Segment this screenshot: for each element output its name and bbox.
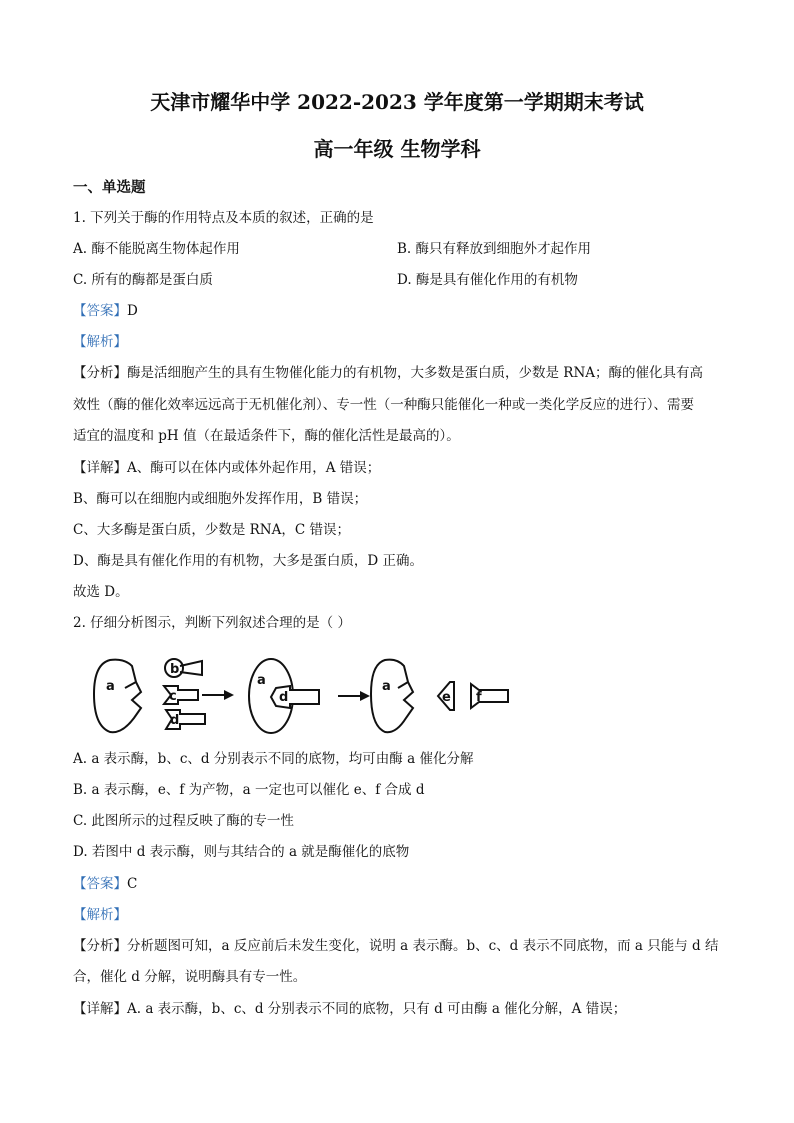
answer-value: C [127,876,138,892]
fenxi-tag: 【分析】 [73,365,127,381]
q2-option-b: B. a 表示酶，e、f 为产物，a 一定也可以催化 e、f 合成 d [73,782,425,798]
q1-xiangjie-3: C、大多酶是蛋白质，少数是 RNA，C 错误； [73,522,350,538]
q1-conclusion: 故选 D。 [73,584,129,600]
document-subtitle: 高一年级 生物学科 [313,137,481,161]
fenxi-text: 酶是活细胞产生的具有生物催化能力的有机物，大多数是蛋白质，少数是 RNA；酶的催化具有高 [127,365,704,381]
label-b: b [170,662,180,677]
label-a-left: a [106,679,115,694]
answer-tag: 【答案】 [73,876,127,892]
label-c: c [169,689,177,704]
label-a-middle: a [257,673,266,688]
q1-fenxi-1 [73,367,703,381]
enzyme-a-right-shape [371,660,413,733]
q1-option-a: A. 酶不能脱离生物体起作用 [73,241,240,257]
q2-answer [73,878,137,892]
label-f: f [476,690,482,705]
xiangjie-text: A. a 表示酶，b、c、d 分别表示不同的底物，只有 d 可由酶 a 催化分解，A 错误； [127,1001,627,1017]
q1-options-row2 [73,274,723,288]
q1-fenxi-3: 适宜的温度和 pH 值（在最适条件下，酶的催化活性是最高的）。 [73,428,460,444]
q2-stem: 2. 仔细分析图示，判断下列叙述合理的是（ ） [73,615,351,631]
q1-fenxi-2: 效性（酶的催化效率远远高于无机催化剂）、专一性（一种酶只能催化一种或一类化学反应的进行）、需要 [73,397,694,413]
q2-option-c: C. 此图所示的过程反映了酶的专一性 [73,813,294,829]
q1-option-d: D. 酶是具有催化作用的有机物 [397,272,578,288]
fenxi-text: 分析题图可知，a 反应前后未发生变化，说明 a 表示酶。b、c、d 表示不同底物，而 a 只能与 d 结 [127,938,719,954]
label-a-right: a [382,679,391,694]
enzyme-diagram [88,652,518,740]
q1-option-b: B. 酶只有释放到细胞外才起作用 [397,241,592,257]
q1-options-row1 [73,243,723,257]
fenxi-tag: 【分析】 [73,938,127,954]
label-d: d [170,713,180,728]
label-d-middle: d [279,690,289,705]
q2-option-a: A. a 表示酶，b、c、d 分别表示不同的底物，均可由酶 a 催化分解 [73,751,474,767]
xiangjie-tag: 【详解】 [73,460,127,476]
q1-xiangjie-4: D、酶是具有催化作用的有机物，大多是蛋白质，D 正确。 [73,553,423,569]
answer-tag: 【答案】 [73,303,127,319]
xiangjie-tag: 【详解】 [73,1001,127,1017]
q1-stem: 1. 下列关于酶的作用特点及本质的叙述，正确的是 [73,210,374,226]
q1-xiangjie-1 [73,462,380,476]
section-heading: 一、单选题 [73,179,146,196]
q2-option-d: D. 若图中 d 表示酶，则与其结合的 a 就是酶催化的底物 [73,844,410,860]
q1-analysis-tag: 【解析】 [73,334,127,350]
answer-value: D [127,303,138,319]
q1-option-c: C. 所有的酶都是蛋白质 [73,272,213,288]
label-e: e [442,690,451,705]
q2-fenxi-1 [73,940,718,954]
q1-answer [73,305,138,319]
document-title: 天津市耀华中学 2022-2023 学年度第一学期期末考试 [150,90,644,114]
q1-xiangjie-2: B、酶可以在细胞内或细胞外发挥作用，B 错误； [73,491,368,507]
enzyme-a-shape [94,660,141,733]
q2-xiangjie-1 [73,1003,626,1017]
q2-fenxi-2: 合，催化 d 分解，说明酶具有专一性。 [73,969,307,985]
q2-analysis-tag: 【解析】 [73,907,127,923]
xiangjie-text: A、酶可以在体内或体外起作用，A 错误； [127,460,381,476]
